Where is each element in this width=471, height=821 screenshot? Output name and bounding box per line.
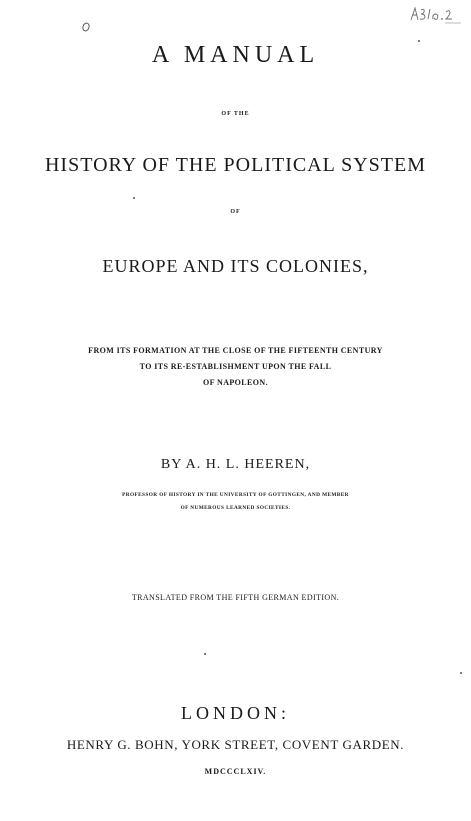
stray-circle-mark: [81, 22, 91, 32]
imprint-year: MDCCCLXIV.: [204, 767, 267, 776]
author-affiliation-line-2: OF NUMEROUS LEARNED SOCIETIES.: [180, 505, 291, 511]
book-title-line-3: HISTORY OF THE POLITICAL SYSTEM: [44, 154, 427, 176]
speck: [133, 197, 135, 199]
author-name: BY A. H. L. HEEREN,: [160, 457, 311, 472]
subtitle-line-2: TO ITS RE-ESTABLISHMENT UPON THE FALL: [139, 362, 332, 371]
book-title-line-5: EUROPE AND ITS COLONIES,: [102, 256, 369, 276]
subtitle-line-1: FROM ITS FORMATION AT THE CLOSE OF THE FIFTEENTH CENTURY: [88, 346, 383, 355]
speck: [204, 653, 206, 655]
imprint-publisher: HENRY G. BOHN, YORK STREET, COVENT GARDEN.: [66, 737, 405, 752]
book-title-line-4: OF: [230, 209, 241, 215]
subtitle-line-3: OF NAPOLEON.: [203, 378, 268, 387]
speck: [460, 672, 462, 674]
imprint-city: LONDON:: [181, 703, 290, 723]
handwritten-shelfmark: [405, 2, 465, 26]
book-title-line-1: A MANUAL: [151, 42, 320, 68]
author-affiliation-line-1: PROFESSOR OF HISTORY IN THE UNIVERSITY OF GOTTINGEN, AND MEMBER: [122, 492, 349, 498]
translation-note: TRANSLATED FROM THE FIFTH GERMAN EDITION.: [131, 593, 340, 602]
book-title-line-2: OF THE: [221, 111, 250, 117]
